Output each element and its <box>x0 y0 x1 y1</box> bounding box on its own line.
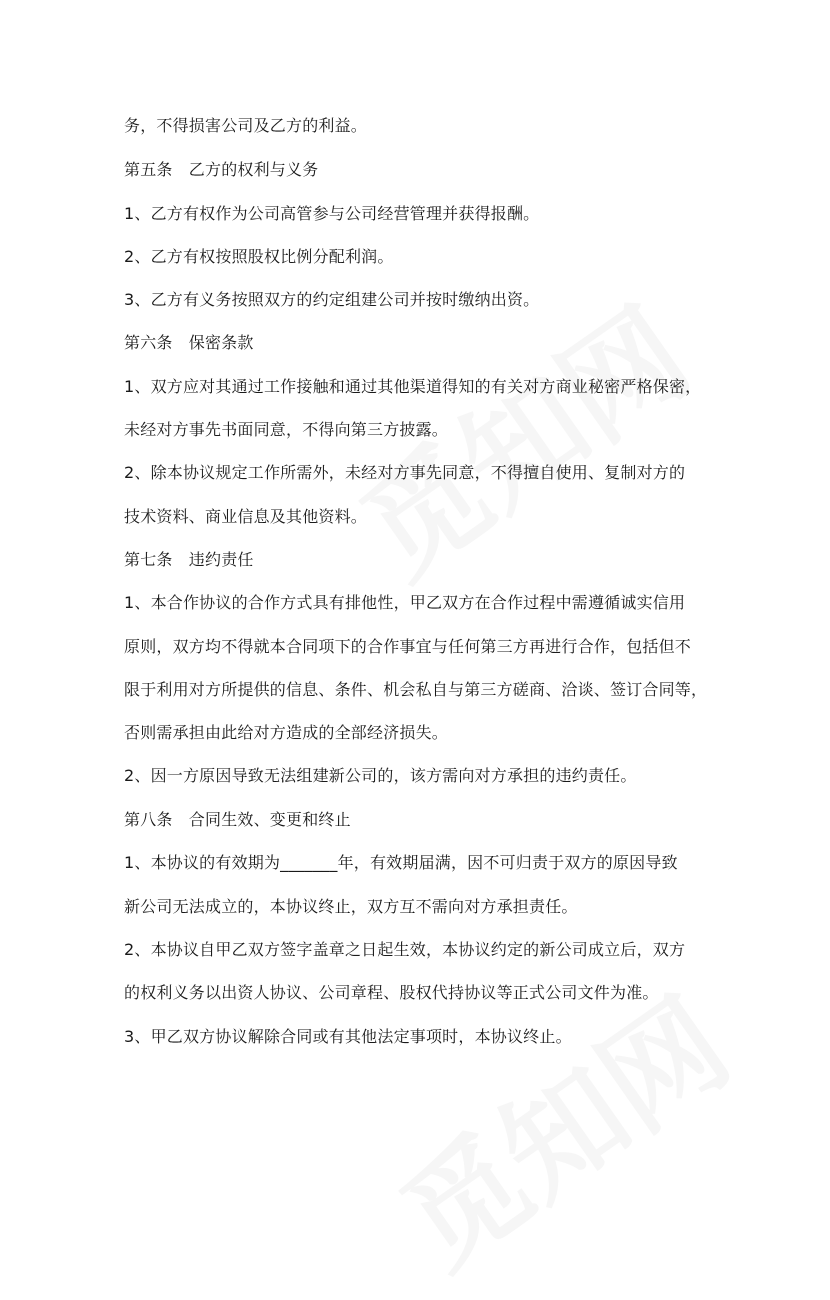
paragraph-line: 3、乙方有义务按照双方的约定组建公司并按时缴纳出资。 <box>124 290 540 309</box>
paragraph-line: 新公司无法成立的，本协议终止，双方互不需向对方承担责任。 <box>124 897 578 916</box>
paragraph-line: 原则，双方均不得就本合同项下的合作事宜与任何第三方再进行合作，包括但不 <box>124 637 692 656</box>
watermark <box>363 952 757 1299</box>
section-heading-7: 第七条 违约责任 <box>124 550 254 569</box>
paragraph-line: 的权利义务以出资人协议、公司章程、股权代持协议等正式公司文件为准。 <box>124 983 659 1002</box>
section-heading-6: 第六条 保密条款 <box>124 333 254 352</box>
paragraph-line: 1、双方应对其通过工作接触和通过其他渠道得知的有关对方商业秘密严格保密， <box>124 377 702 396</box>
paragraph-line: 2、因一方原因导致无法组建新公司的，该方需向对方承担的违约责任。 <box>124 766 637 785</box>
paragraph-line: 限于利用对方所提供的信息、条件、机会私自与第三方磋商、洽谈、签订合同等， <box>124 680 708 699</box>
paragraph-line: 2、本协议自甲乙双方签字盖章之日起生效，本协议约定的新公司成立后，双方 <box>124 940 686 959</box>
paragraph-line: 1、本协议的有效期为_______年，有效期届满，因不可归责于双方的原因导致 <box>124 853 678 872</box>
paragraph-line: 1、本合作协议的合作方式具有排他性，甲乙双方在合作过程中需遵循诚实信用 <box>124 593 686 612</box>
section-heading-5: 第五条 乙方的权利与义务 <box>124 160 319 179</box>
paragraph-line: 否则需承担由此给对方造成的全部经济损失。 <box>124 723 449 742</box>
paragraph-line: 1、乙方有权作为公司高管参与公司经营管理并获得报酬。 <box>124 204 540 223</box>
section-heading-8: 第八条 合同生效、变更和终止 <box>124 810 351 829</box>
paragraph-line: 务，不得损害公司及乙方的利益。 <box>124 116 368 135</box>
paragraph-line: 3、甲乙双方协议解除合同或有其他法定事项时，本协议终止。 <box>124 1027 572 1046</box>
paragraph-line: 2、除本协议规定工作所需外，未经对方事先同意，不得擅自使用、复制对方的 <box>124 463 686 482</box>
paragraph-line: 技术资料、商业信息及其他资料。 <box>124 507 368 526</box>
paragraph-line: 未经对方事先书面同意，不得向第三方披露。 <box>124 420 449 439</box>
paragraph-line: 2、乙方有权按照股权比例分配利润。 <box>124 247 394 266</box>
